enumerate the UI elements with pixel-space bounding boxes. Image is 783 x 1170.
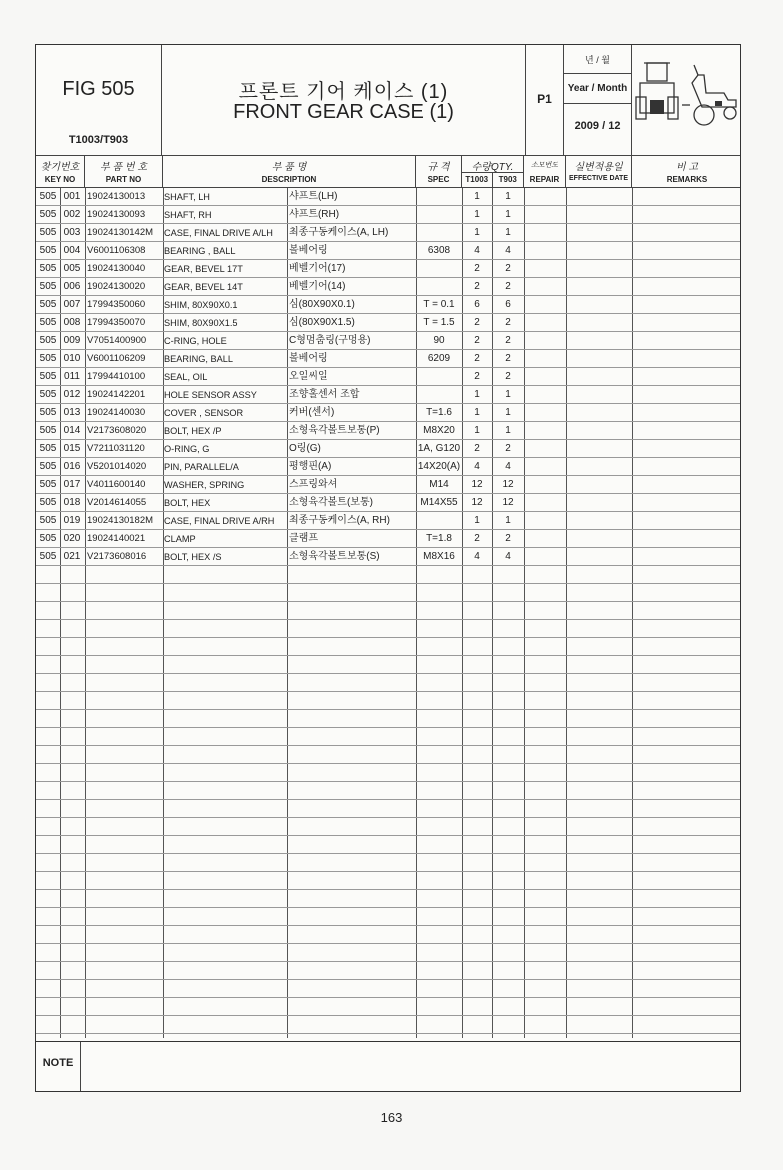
cell-spec: M8X20 <box>423 425 455 436</box>
table-row <box>36 710 740 728</box>
col-key: 찾기번호 KEY NO <box>36 156 85 187</box>
table-row <box>36 566 740 584</box>
note-label: NOTE <box>36 1042 81 1091</box>
cell-t2: 6 <box>505 299 511 310</box>
tractor-icon <box>632 45 742 155</box>
cell-desc: SHIM, 80X90X0.1 <box>164 300 238 310</box>
cell-t1: 2 <box>474 317 480 328</box>
cell-seq: 018 <box>63 497 81 508</box>
cell-t2: 2 <box>505 371 511 382</box>
cell-seq: 012 <box>63 389 81 400</box>
table-row <box>36 800 740 818</box>
table-row <box>36 224 740 242</box>
cell-key: 505 <box>39 281 57 292</box>
cell-t2: 1 <box>505 227 511 238</box>
cell-part: 19024142201 <box>87 389 146 400</box>
figure-number: FIG 505 <box>62 78 135 100</box>
cell-key: 505 <box>39 407 57 418</box>
col-qty: 수량QTY. T1003 T903 <box>462 156 524 187</box>
cell-seq: 017 <box>63 479 81 490</box>
cell-ko: 베벨기어(17) <box>289 263 346 274</box>
cell-part: 19024130013 <box>87 191 146 202</box>
table-row <box>36 458 740 476</box>
cell-desc: COVER , SENSOR <box>164 408 244 418</box>
cell-ko: 조향홀센서 조합 <box>289 389 360 400</box>
table-row <box>36 728 740 746</box>
table-row <box>36 242 740 260</box>
cell-desc: BOLT, HEX /P <box>164 426 222 436</box>
cell-t1: 12 <box>471 497 483 508</box>
cell-desc: CASE, FINAL DRIVE A/RH <box>164 516 275 526</box>
cell-key: 505 <box>39 497 57 508</box>
cell-t1: 1 <box>474 209 480 220</box>
table-row <box>36 926 740 944</box>
cell-spec <box>416 206 462 224</box>
date-value: 2009 / 12 <box>574 120 621 132</box>
cell-t2: 1 <box>505 407 511 418</box>
table-row <box>36 764 740 782</box>
cell-t1: 12 <box>471 479 483 490</box>
parts-sheet <box>35 44 741 1092</box>
note-box <box>36 1041 740 1091</box>
cell-t2: 2 <box>505 263 511 274</box>
cell-ko: 최종구동케이스(A, LH) <box>289 227 389 238</box>
table-row <box>36 188 740 206</box>
table-row <box>36 332 740 350</box>
cell-part: V2173608020 <box>87 425 147 436</box>
table-row <box>36 692 740 710</box>
cell-spec: M14 <box>429 479 449 490</box>
cell-t1: 4 <box>474 461 480 472</box>
cell-ko: 최종구동케이스(A, RH) <box>289 515 390 526</box>
cell-part: 19024140030 <box>87 407 146 418</box>
cell-t1: 2 <box>474 533 480 544</box>
title-english: FRONT GEAR CASE (1) <box>233 101 454 123</box>
table-row <box>36 962 740 980</box>
cell-part: V6001106209 <box>87 353 146 364</box>
cell-part: V7051400900 <box>87 335 147 346</box>
cell-ko: 오일씨일 <box>289 371 328 382</box>
table-row <box>36 206 740 224</box>
cell-t1: 1 <box>474 425 480 436</box>
col-part: 부 품 번 호 PART NO <box>85 156 163 187</box>
cell-spec <box>416 188 462 206</box>
cell-desc: WASHER, SPRING <box>164 480 245 490</box>
cell-seq: 019 <box>63 515 81 526</box>
cell-part: V4011600140 <box>87 479 146 490</box>
cell-ko: 소형육각볼트보통(P) <box>289 425 380 436</box>
cell-seq: 006 <box>63 281 81 292</box>
cell-seq: 020 <box>63 533 81 544</box>
cell-seq: 009 <box>63 335 81 346</box>
col-effective-date: 실변적용일 EFFECTIVE DATE <box>566 156 632 187</box>
cell-spec <box>416 278 462 296</box>
cell-desc: HOLE SENSOR ASSY <box>164 390 257 400</box>
cell-t2: 2 <box>505 353 511 364</box>
table-row <box>36 998 740 1016</box>
col-remarks: 비 고 REMARKS <box>666 162 708 184</box>
cell-spec: T=1.8 <box>426 533 452 544</box>
page-number: 163 <box>380 1110 403 1125</box>
cell-t2: 2 <box>505 335 511 346</box>
cell-t1: 2 <box>474 335 480 346</box>
table-row <box>36 944 740 962</box>
cell-t1: 1 <box>474 389 480 400</box>
table-row <box>36 980 740 998</box>
cell-spec: T = 0.1 <box>423 299 455 310</box>
cell-part: 17994410100 <box>87 371 146 382</box>
cell-spec: 90 <box>433 335 445 346</box>
cell-part: 19024130093 <box>87 209 146 220</box>
table-row <box>36 494 740 512</box>
cell-desc: SHAFT, LH <box>164 192 210 202</box>
table-row <box>36 422 740 440</box>
cell-desc: BEARING , BALL <box>164 246 236 256</box>
table-row <box>36 548 740 566</box>
cell-ko: 볼베어링 <box>289 353 328 364</box>
cell-ko: 소형육각볼트보통(S) <box>289 551 380 562</box>
cell-spec: T=1.6 <box>426 407 452 418</box>
cell-key: 505 <box>39 551 57 562</box>
parts-table <box>36 188 740 1038</box>
table-row <box>36 530 740 548</box>
cell-part: V2014614055 <box>87 497 147 508</box>
cell-key: 505 <box>39 515 57 526</box>
cell-desc: SHAFT, RH <box>164 210 212 220</box>
cell-part: 17994350070 <box>87 317 146 328</box>
cell-seq: 014 <box>63 425 81 436</box>
table-row <box>36 296 740 314</box>
cell-t1: 2 <box>474 281 480 292</box>
cell-ko: C형멈춤링(구멍용) <box>289 335 371 346</box>
cell-key: 505 <box>39 263 57 274</box>
cell-ko: 커버(센서) <box>289 407 335 418</box>
cell-ko: 베벨기어(14) <box>289 281 346 292</box>
table-row <box>36 674 740 692</box>
cell-part: V5201014020 <box>87 461 147 472</box>
cell-seq: 003 <box>63 227 81 238</box>
date-box <box>564 45 632 156</box>
cell-part: V7211031120 <box>87 443 145 454</box>
col-description: 부 품 명 DESCRIPTION <box>163 156 416 187</box>
table-row <box>36 512 740 530</box>
tractor-illustration <box>632 45 742 156</box>
cell-ko: 소형육각볼트(보통) <box>289 497 373 508</box>
cell-seq: 013 <box>63 407 81 418</box>
cell-spec: T = 1.5 <box>423 317 455 328</box>
cell-part: 17994350060 <box>87 299 146 310</box>
model-name: T1003/T903 <box>68 134 129 146</box>
cell-t2: 1 <box>505 389 511 400</box>
cell-key: 505 <box>39 533 57 544</box>
cell-spec: 6209 <box>427 353 451 364</box>
cell-desc: BOLT, HEX <box>164 498 211 508</box>
cell-seq: 016 <box>63 461 81 472</box>
cell-spec <box>416 368 462 386</box>
cell-part: 19024130182M <box>87 515 154 526</box>
cell-part: V6001106308 <box>87 245 146 256</box>
cell-t2: 1 <box>505 191 511 202</box>
cell-ko: 평행핀(A) <box>289 461 332 472</box>
table-row <box>36 854 740 872</box>
cell-t1: 1 <box>474 407 480 418</box>
cell-desc: GEAR, BEVEL 17T <box>164 264 243 274</box>
column-headers <box>36 156 740 188</box>
cell-seq: 008 <box>63 317 81 328</box>
cell-t1: 2 <box>474 371 480 382</box>
cell-desc: BEARING, BALL <box>164 354 233 364</box>
cell-key: 505 <box>39 353 57 364</box>
cell-t1: 6 <box>474 299 480 310</box>
table-row <box>36 746 740 764</box>
cell-desc: PIN, PARALLEL/A <box>164 462 239 472</box>
cell-key: 505 <box>39 479 57 490</box>
page-code: P1 <box>537 92 552 106</box>
cell-desc: BOLT, HEX /S <box>164 552 222 562</box>
table-row <box>36 1016 740 1034</box>
table-row <box>36 620 740 638</box>
title-box <box>162 45 526 156</box>
cell-t1: 2 <box>474 443 480 454</box>
table-row <box>36 386 740 404</box>
cell-part: 19024140021 <box>87 533 146 544</box>
cell-t2: 12 <box>502 479 514 490</box>
table-row <box>36 350 740 368</box>
table-row <box>36 836 740 854</box>
cell-spec <box>416 512 462 530</box>
cell-t1: 1 <box>474 191 480 202</box>
cell-t2: 2 <box>505 317 511 328</box>
cell-desc: SEAL, OIL <box>164 372 208 382</box>
table-row <box>36 782 740 800</box>
cell-seq: 004 <box>63 245 81 256</box>
title-korean: 프론트 기어 케이스 (1) <box>238 81 449 103</box>
col-repair: 소모번도 REPAIR <box>524 156 566 187</box>
cell-key: 505 <box>39 371 57 382</box>
cell-desc: C-RING, HOLE <box>164 336 227 346</box>
cell-part: V2173608016 <box>87 551 147 562</box>
cell-ko: 심(80X90X1.5) <box>289 317 355 328</box>
cell-t2: 1 <box>505 515 511 526</box>
cell-part: 19024130142M <box>87 227 154 238</box>
cell-key: 505 <box>39 389 57 400</box>
cell-seq: 011 <box>64 371 80 382</box>
cell-ko: 볼베어링 <box>289 245 328 256</box>
cell-seq: 021 <box>63 551 81 562</box>
cell-seq: 001 <box>63 191 81 202</box>
cell-t2: 12 <box>502 497 514 508</box>
cell-ko: O링(G) <box>289 443 321 454</box>
cell-t2: 1 <box>505 425 511 436</box>
cell-ko: 심(80X90X0.1) <box>289 299 355 310</box>
cell-t1: 1 <box>474 515 480 526</box>
cell-spec <box>416 386 462 404</box>
date-label-korean: 년 / 월 <box>585 55 610 65</box>
cell-t2: 2 <box>505 443 511 454</box>
table-row <box>36 368 740 386</box>
figure-box <box>36 45 162 156</box>
cell-spec: 1A, G120 <box>417 443 461 454</box>
table-row <box>36 476 740 494</box>
cell-key: 505 <box>39 227 57 238</box>
cell-desc: CLAMP <box>164 534 196 544</box>
cell-seq: 007 <box>63 299 81 310</box>
cell-key: 505 <box>39 443 57 454</box>
cell-desc: O-RING, G <box>164 444 210 454</box>
page-code-box <box>526 45 564 156</box>
cell-t1: 4 <box>474 551 480 562</box>
cell-key: 505 <box>39 425 57 436</box>
col-spec: 규 격 SPEC <box>416 156 462 187</box>
cell-key: 505 <box>39 209 57 220</box>
cell-key: 505 <box>39 317 57 328</box>
cell-seq: 010 <box>63 353 81 364</box>
date-label-english: Year / Month <box>567 83 628 94</box>
cell-t1: 2 <box>474 353 480 364</box>
table-row <box>36 872 740 890</box>
cell-t1: 4 <box>474 245 480 256</box>
cell-part: 19024130020 <box>87 281 146 292</box>
table-row <box>36 656 740 674</box>
cell-ko: 클램프 <box>289 533 318 544</box>
cell-t2: 4 <box>505 245 511 256</box>
cell-spec <box>416 224 462 242</box>
table-row <box>36 404 740 422</box>
cell-t2: 4 <box>505 461 511 472</box>
cell-spec <box>416 260 462 278</box>
cell-key: 505 <box>39 335 57 346</box>
cell-key: 505 <box>39 299 57 310</box>
cell-part: 19024130040 <box>87 263 146 274</box>
cell-spec: M14X55 <box>420 497 458 508</box>
col-qty-t1003: T1003 <box>462 172 493 187</box>
table-row <box>36 260 740 278</box>
table-row <box>36 890 740 908</box>
table-row <box>36 278 740 296</box>
table-row <box>36 818 740 836</box>
cell-t2: 2 <box>505 533 511 544</box>
cell-desc: GEAR, BEVEL 14T <box>164 282 243 292</box>
cell-spec: M8X16 <box>423 551 455 562</box>
cell-t1: 2 <box>474 263 480 274</box>
cell-ko: 스프링와셔 <box>289 479 338 490</box>
table-row <box>36 908 740 926</box>
cell-desc: CASE, FINAL DRIVE A/LH <box>164 228 273 238</box>
cell-key: 505 <box>39 191 57 202</box>
cell-t2: 2 <box>505 281 511 292</box>
cell-desc: SHIM, 80X90X1.5 <box>164 318 238 328</box>
table-row <box>36 584 740 602</box>
cell-ko: 샤프트(RH) <box>289 209 340 220</box>
cell-t2: 4 <box>505 551 511 562</box>
cell-spec: 6308 <box>427 245 451 256</box>
table-row <box>36 440 740 458</box>
cell-key: 505 <box>39 245 57 256</box>
cell-seq: 005 <box>63 263 81 274</box>
table-row <box>36 314 740 332</box>
table-row <box>36 638 740 656</box>
cell-seq: 015 <box>63 443 81 454</box>
table-row <box>36 602 740 620</box>
cell-ko: 샤프트(LH) <box>289 191 338 202</box>
cell-seq: 002 <box>63 209 81 220</box>
cell-spec: 14X20(A) <box>417 461 461 472</box>
col-qty-t903: T903 <box>493 172 524 187</box>
cell-key: 505 <box>39 461 57 472</box>
cell-t1: 1 <box>474 227 480 238</box>
cell-t2: 1 <box>505 209 511 220</box>
